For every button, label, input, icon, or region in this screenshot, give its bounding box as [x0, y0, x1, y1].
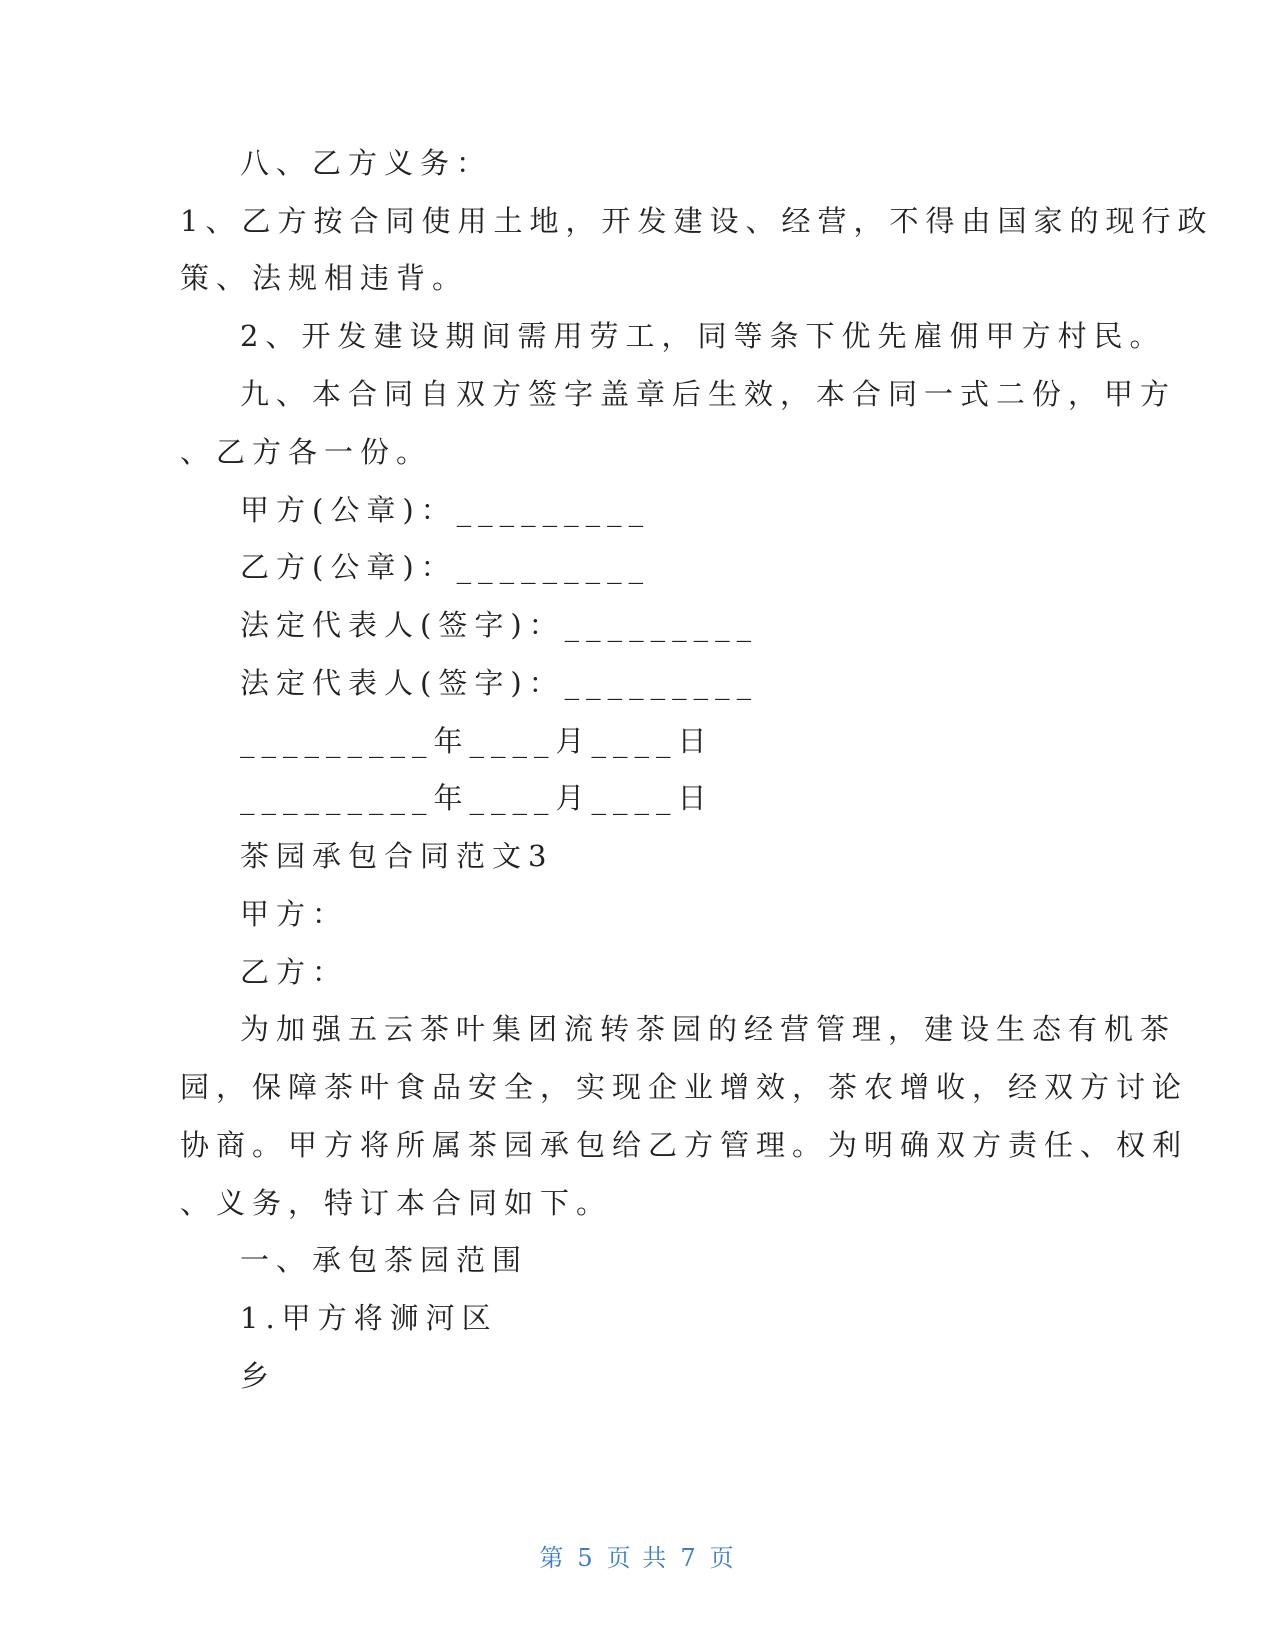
section-heading-9: 九、本合同自双方签字盖章后生效，本合同一式二份，甲方	[240, 377, 1177, 411]
signature-line-legal-rep: 法定代表人(签字)：_________	[240, 608, 759, 642]
party-b-label: 乙方：	[240, 955, 349, 989]
paragraph-line: 乡	[240, 1359, 277, 1393]
paragraph-line: 、义务，特订本合同如下。	[180, 1186, 613, 1220]
signature-line-party-b-seal: 乙方(公章)：_________	[240, 550, 651, 584]
paragraph-line: 1.甲方将浉河区	[240, 1301, 498, 1335]
current-page-number: 5	[577, 1544, 595, 1572]
signature-line-party-a-seal: 甲方(公章)：_________	[240, 493, 651, 527]
date-line: _________年____月____日	[240, 781, 714, 815]
section-heading-8: 八、乙方义务：	[240, 146, 493, 180]
paragraph-line: 1、乙方按合同使用土地，开发建设、经营，不得由国家的现行政	[180, 204, 1214, 238]
document-title: 茶园承包合同范文3	[240, 839, 554, 873]
paragraph-line: 策、法规相违背。	[180, 261, 469, 295]
footer-suffix: 页	[709, 1544, 736, 1572]
date-line: _________年____月____日	[240, 724, 714, 758]
paragraph-line: 园，保障茶叶食品安全，实现企业增效，茶农增收，经双方讨论	[180, 1070, 1189, 1104]
footer-middle: 页 共	[606, 1544, 669, 1572]
paragraph-line: 2、开发建设期间需用劳工，同等条下优先雇佣甲方村民。	[240, 319, 1166, 353]
section-heading-1: 一、承包茶园范围	[240, 1243, 529, 1277]
page-footer	[0, 1538, 1275, 1573]
total-pages-number: 7	[680, 1544, 698, 1572]
paragraph-line: 为加强五云茶叶集团流转茶园的经营管理，建设生态有机茶	[240, 1012, 1177, 1046]
signature-line-legal-rep: 法定代表人(签字)：_________	[240, 666, 759, 700]
paragraph-line: 、乙方各一份。	[180, 435, 433, 469]
footer-prefix: 第	[539, 1544, 566, 1572]
party-a-label: 甲方：	[240, 897, 349, 931]
paragraph-line: 协商。甲方将所属茶园承包给乙方管理。为明确双方责任、权利	[180, 1128, 1189, 1162]
